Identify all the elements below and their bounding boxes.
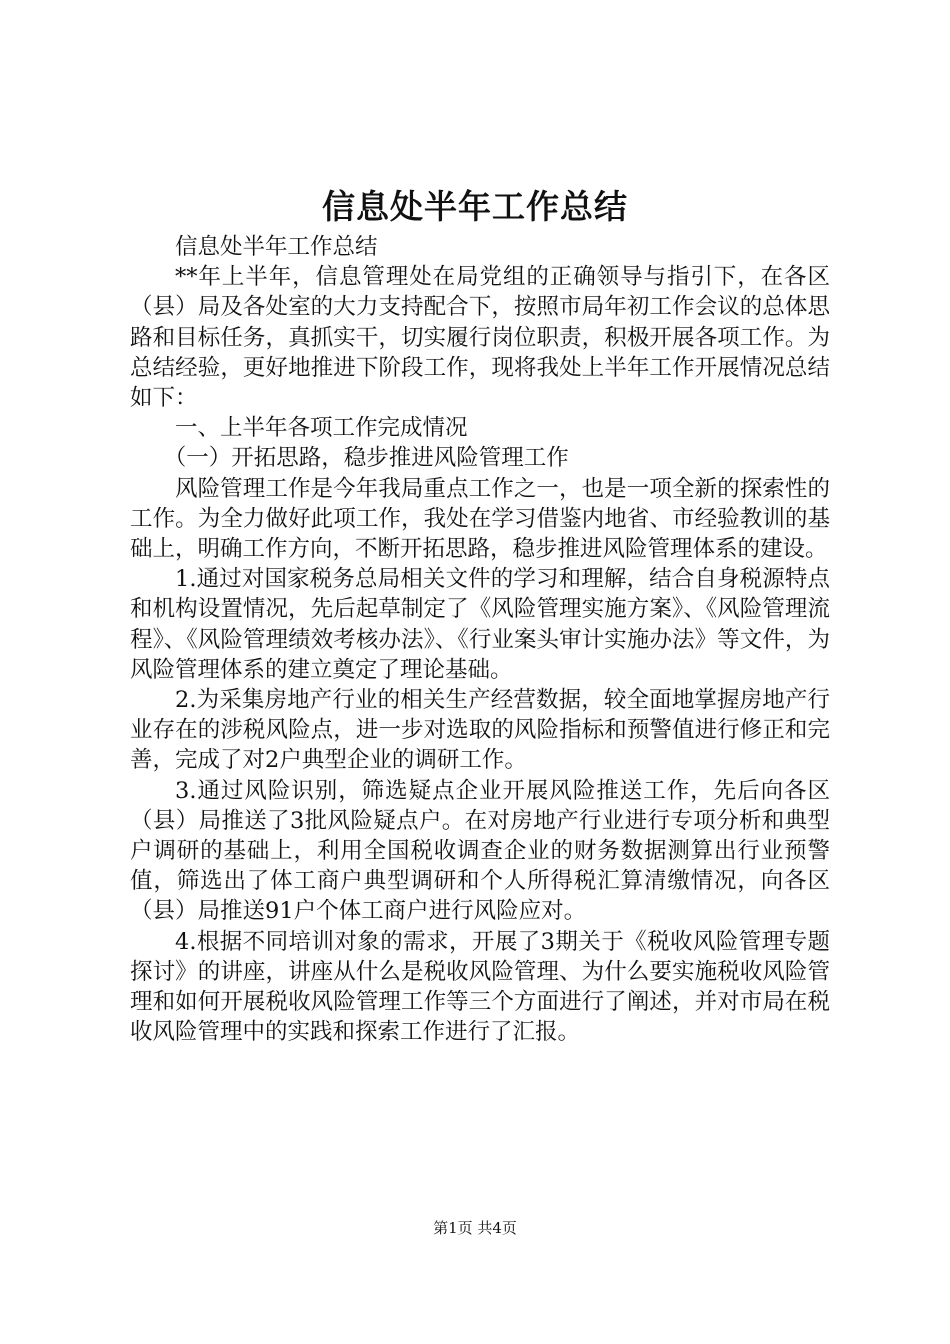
document-title: 信息处半年工作总结 bbox=[322, 187, 628, 226]
paragraph-item-4: 4.根据不同培训对象的需求，开展了3期关于《税收风险管理专题探讨》的讲座，讲座从什么是税收风险管理、为什么要实施税收风险管理和如何开展税收风险管理工作等三个方面进行了阐述，并对市局在税收风险管理中的实践和探索工作进行了汇报。 bbox=[130, 928, 830, 1046]
page-footer: 第1页 共4页 bbox=[433, 1219, 517, 1237]
paragraph-item-3: 3.通过风险识别，筛选疑点企业开展风险推送工作，先后向各区（县）局推送了3批风险疑点户。在对房地产行业进行专项分析和典型户调研的基础上，利用全国税收调查企业的财务数据测算出行业预警值，筛选出了体工商户典型调研和个人所得税汇算清缴情况，向各区（县）局推送91户个体工商户进行风险应对。 bbox=[130, 777, 830, 925]
paragraph-heading-repeat: 信息处半年工作总结 bbox=[175, 234, 378, 260]
subsection-heading: （一）开拓思路，稳步推进风险管理工作 bbox=[163, 445, 569, 472]
paragraph-risk-management: 风险管理工作是今年我局重点工作之一，也是一项全新的探索性的工作。为全力做好此项工作，我处在学习借鉴内地省、市经验教训的基础上，明确工作方向，不断开拓思路，稳步推进风险管理体系的建设。 bbox=[130, 475, 830, 563]
document-body bbox=[130, 232, 830, 1047]
section-heading: 一、上半年各项工作完成情况 bbox=[175, 415, 468, 442]
paragraph-item-2: 2.为采集房地产行业的相关生产经营数据，较全面地掌握房地产行业存在的涉税风险点，进一步对选取的风险指标和预警值进行修正和完善，完成了对2户典型企业的调研工作。 bbox=[130, 687, 830, 774]
paragraph-intro: **年上半年，信息管理处在局党组的正确领导与指引下，在各区（县）局及各处室的大力支持配合下，按照市局年初工作会议的总体思路和目标任务，真抓实干，切实履行岗位职责，积极开展各项工作。为总结经验，更好地推进下阶段工作，现将我处上半年工作开展情况总结如下： bbox=[130, 264, 830, 412]
paragraph-item-1: 1.通过对国家税务总局相关文件的学习和理解，结合自身税源特点和机构设置情况，先后起草制定了《风险管理实施方案》、《风险管理流程》、《风险管理绩效考核办法》、《行业案头审计实施办法》等文件，为风险管理体系的建立奠定了理论基础。 bbox=[130, 566, 830, 683]
